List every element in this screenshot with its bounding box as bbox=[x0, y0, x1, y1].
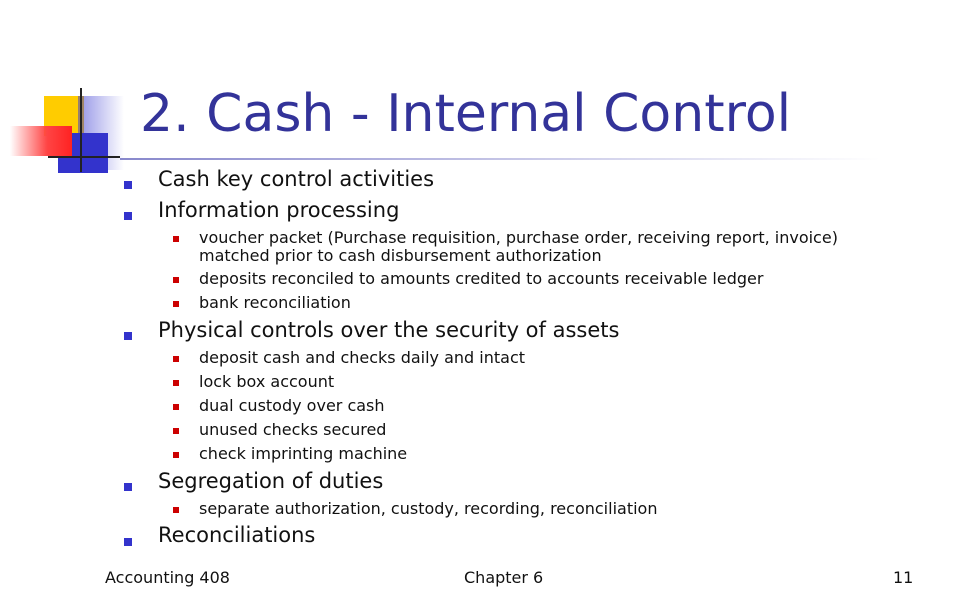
bullet-marker bbox=[124, 181, 132, 189]
bullet-marker bbox=[124, 483, 132, 491]
sub-bullet-marker bbox=[173, 301, 179, 307]
footer-page-number: 11 bbox=[893, 568, 914, 587]
logo-horizontal-line bbox=[48, 156, 120, 158]
sub-bullet-marker bbox=[173, 380, 179, 386]
sub-bullet-marker bbox=[173, 277, 179, 283]
footer-chapter: Chapter 6 bbox=[464, 568, 544, 587]
sub-bullet-item-continuation: matched prior to cash disbursement authorization bbox=[199, 246, 602, 265]
sub-bullet-marker bbox=[173, 507, 179, 513]
sub-bullet-item: voucher packet (Purchase requisition, purchase order, receiving report, invoice) bbox=[199, 228, 838, 247]
bullet-item: Information processing bbox=[158, 198, 400, 222]
slide-title: 2. Cash - Internal Control bbox=[140, 84, 792, 144]
sub-bullet-item: bank reconciliation bbox=[199, 293, 351, 312]
sub-bullet-item: deposit cash and checks daily and intact bbox=[199, 348, 526, 367]
sub-bullet-item: deposits reconciled to amounts credited to accounts receivable ledger bbox=[199, 269, 764, 288]
sub-bullet-item: dual custody over cash bbox=[199, 396, 385, 415]
sub-bullet-item: unused checks secured bbox=[199, 420, 387, 439]
bullet-marker bbox=[124, 538, 132, 546]
sub-bullet-item: lock box account bbox=[199, 372, 335, 391]
sub-bullet-item: separate authorization, custody, recording, reconciliation bbox=[199, 499, 658, 518]
footer-course: Accounting 408 bbox=[105, 568, 230, 587]
bullet-marker bbox=[124, 332, 132, 340]
sub-bullet-marker bbox=[173, 404, 179, 410]
sub-bullet-marker bbox=[173, 356, 179, 362]
bullet-item: Segregation of duties bbox=[158, 469, 384, 493]
bullet-item: Reconciliations bbox=[158, 523, 316, 547]
logo-red-bar bbox=[10, 126, 72, 156]
bullet-item: Physical controls over the security of assets bbox=[158, 318, 620, 342]
bullet-marker bbox=[124, 212, 132, 220]
sub-bullet-item: check imprinting machine bbox=[199, 444, 408, 463]
sub-bullet-marker bbox=[173, 236, 179, 242]
logo-vertical-line bbox=[80, 88, 82, 172]
bullet-item: Cash key control activities bbox=[158, 167, 435, 191]
sub-bullet-marker bbox=[173, 452, 179, 458]
title-underline bbox=[120, 158, 880, 160]
sub-bullet-marker bbox=[173, 428, 179, 434]
